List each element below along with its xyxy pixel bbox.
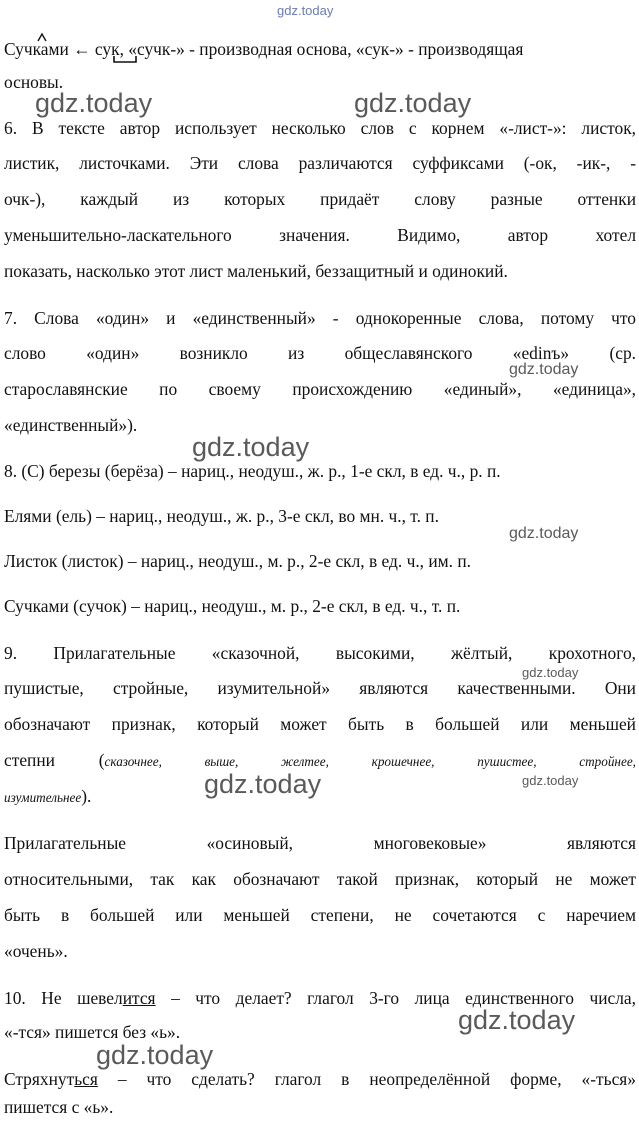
paragraph-9-line-2: пушистые, стройные, изумительной» являются качественными. Они <box>4 678 636 698</box>
paragraph-10-line-1: 10. Не шевелится – что делает? глагол 3-го лица единственного числа, <box>4 988 636 1008</box>
comparative-forms-end: изумительнее <box>4 790 82 805</box>
watermark: gdz.today <box>354 88 472 118</box>
paragraph-10-line-3: Стряхнуться – что сделать? глагол в неопределённой форме, «-ться» <box>4 1069 636 1089</box>
root-bracket-mark <box>113 56 137 64</box>
watermark: gdz.today <box>35 88 153 118</box>
paragraph-8-line-3: Листок (листок) – нариц., неодуш., м. р., 2-е скл, в ед. ч., им. п. <box>4 551 472 571</box>
paragraph-10-line-4: пишется с «ь». <box>4 1097 114 1117</box>
paragraph-6-line-3: очк-), каждый из которых придаёт слову разные оттенки <box>4 189 636 209</box>
root-word-suk: сук <box>94 39 120 59</box>
paragraph-10-line-2: «-тся» пишется без «ь». <box>4 1022 181 1042</box>
watermark: gdz.today <box>458 1005 576 1035</box>
paragraph-8-line-1: 8. (С) березы (берёза) – нариц., неодуш., ж. р., 1-е скл, в ед. ч., р. п. <box>4 461 501 481</box>
paragraph-9-line-4: степни (сказочнее, выше, желтее, крошечнее, пушистее, стройнее, <box>4 750 636 770</box>
paragraph-9b-line-2: относительными, так как обозначают такой признак, который не может <box>4 869 636 889</box>
comparative-forms: сказочнее, выше, желтее, крошечнее, пушистее, стройнее, <box>104 754 636 769</box>
watermark: gdz.today <box>522 665 579 680</box>
watermark: gdz.today <box>509 361 579 378</box>
watermark: gdz.today <box>522 773 579 788</box>
paragraph-6-line-5: показать, насколько этот лист маленький, беззащитный и одинокий. <box>4 261 508 281</box>
paragraph-7-line-1: 7. Слова «один» и «единственный» - однокоренные слова, потому что <box>4 308 636 328</box>
paragraph-9-line-5: изумительнее). <box>4 786 92 806</box>
paragraph-9-line-1: 9. Прилагательные «сказочной, высокими, жёлтый, крохотного, <box>4 643 636 663</box>
paragraph-8-line-2: Елями (ель) – нариц., неодуш., ж. р., 3-е скл, во мн. ч., т. п. <box>4 506 439 526</box>
paragraph-6-line-2: листик, листочками. Эти слова различаются суффиксами (-ок, -ик-, - <box>4 153 636 173</box>
paragraph-8-line-4: Сучками (сучок) – нариц., неодуш., м. р., 2-е скл, в ед. ч., т. п. <box>4 596 461 616</box>
paragraph-7-line-2: слово «один» возникло из общеславянского «edinъ» (ср. <box>4 343 636 363</box>
paragraph-6-line-1: 6. В тексте автор использует несколько слов с корнем «-лист-»: листок, <box>4 118 636 138</box>
paragraph-9b-line-1: Прилагательные «осиновый, многовековые» являются <box>4 833 636 853</box>
paragraph-5-line-2: основы. <box>4 72 64 92</box>
paragraph-7-line-3: старославянские по своему происхождению «единый», «единица», <box>4 379 636 399</box>
paragraph-7-line-4: «единственный»). <box>4 415 138 435</box>
watermark: gdz.today <box>96 1040 214 1070</box>
ending-sya: ься <box>74 1069 98 1089</box>
watermark: gdz.today <box>509 525 579 542</box>
paragraph-9-line-3: обозначают признак, который может быть в большей или меньшей <box>4 714 636 734</box>
paragraph-9b-line-4: «очень». <box>4 941 68 961</box>
paragraph-5-line-1: Сучками ← сук, «сучк-» - производная основа, «сук-» - производящая <box>4 39 524 59</box>
watermark: gdz.today <box>204 769 322 799</box>
ending-ityа: ится <box>122 988 156 1008</box>
watermark: gdz.today <box>192 432 310 462</box>
paragraph-6-line-4: уменьшительно-ласкательного значения. Видимо, автор хотел <box>4 225 636 245</box>
watermark-top: gdz.today <box>277 3 334 18</box>
paragraph-9b-line-3: быть в большей или меньшей степени, не сочетаются с наречием <box>4 905 636 925</box>
